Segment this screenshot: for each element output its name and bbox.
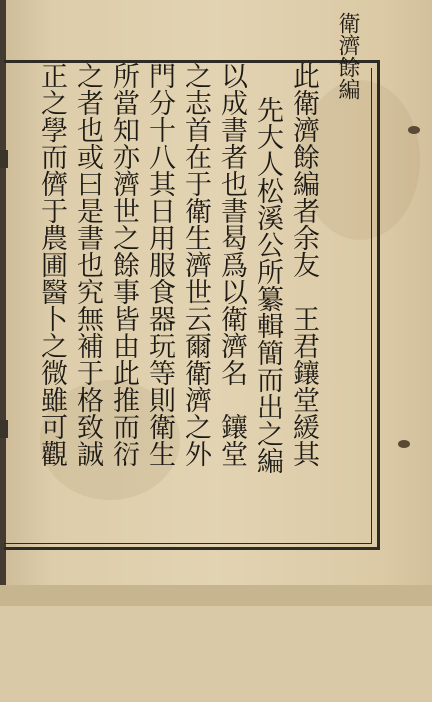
text-column-8: 正之學而儕于農圃醫卜之微雖可觀 — [36, 62, 67, 467]
title-slip: 衛濟餘編 — [335, 12, 360, 100]
binding-hole — [398, 440, 410, 448]
text-column-1: 此衛濟餘編者余友 王君鑲堂緩其 — [288, 62, 319, 467]
text-column-7: 之者也或曰是書也究無補于格致誠 — [72, 62, 103, 467]
text-column-3: 以成書者也書曷爲以衛濟名 鑲堂 — [216, 62, 247, 467]
page-bottom-edge — [0, 585, 432, 606]
binding-hole — [408, 126, 420, 134]
text-column-4: 之志首在于衛生濟世云爾衛濟之外 — [180, 62, 211, 467]
text-column-5: 門分十八其日用服食器玩等則衛生 — [144, 62, 175, 467]
text-column-2: 先大人松溪公所纂輯簡而出之編 — [252, 96, 283, 474]
text-column-6: 所當知亦濟世之餘事皆由此推而衍 — [108, 62, 139, 467]
